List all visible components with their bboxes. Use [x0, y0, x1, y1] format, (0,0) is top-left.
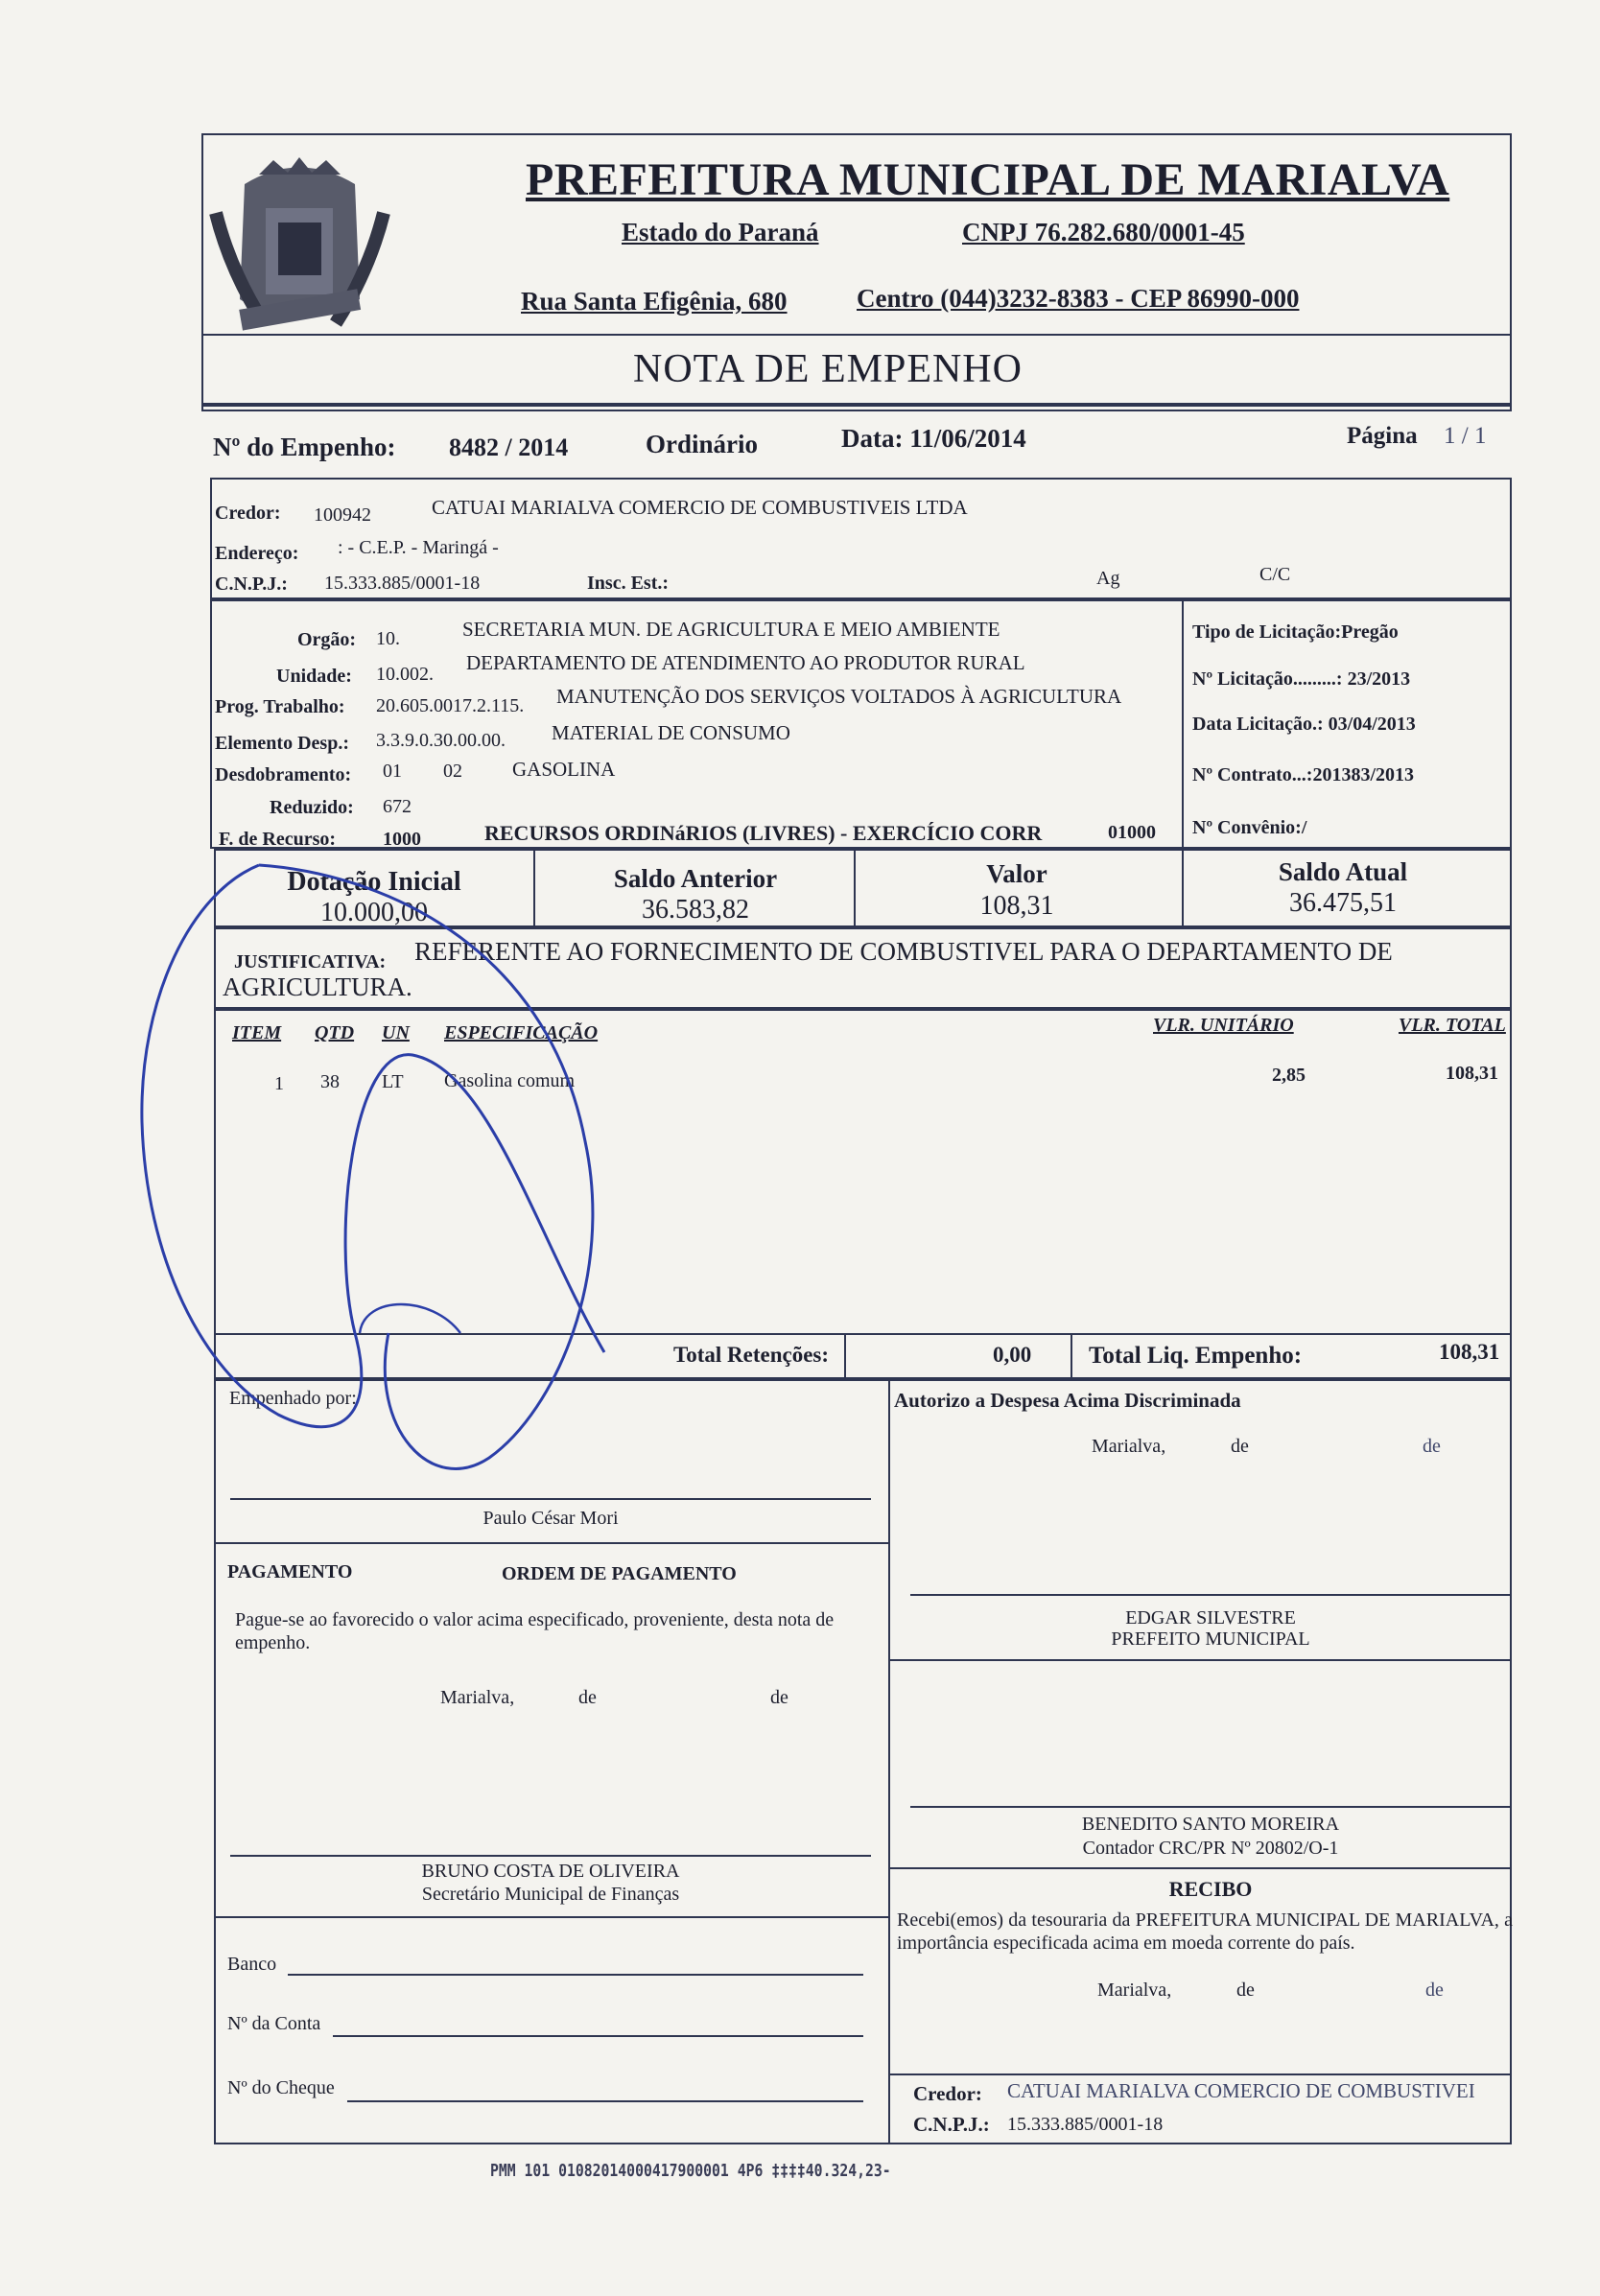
numero-licitacao: Nº Licitação.........: 23/2013	[1192, 668, 1411, 690]
valor-label: Valor	[986, 859, 1047, 888]
assinaturas-box	[214, 1379, 1512, 2144]
justificativa-label: JUSTIFICATIVA:	[234, 951, 387, 972]
elemento-desp-nome: MATERIAL DE CONSUMO	[552, 721, 790, 744]
saldo-anterior-value: 36.583,82	[642, 895, 749, 925]
col-qtd-header: QTD	[315, 1022, 355, 1043]
fonte-recurso-codigo: 1000	[383, 829, 421, 850]
saldo-atual-label: Saldo Atual	[1278, 857, 1408, 886]
coat-of-arms-icon	[206, 155, 393, 347]
endereco-label: Endereço:	[215, 543, 299, 564]
prog-trabalho-nome: MANUTENÇÃO DOS SERVIÇOS VOLTADOS À AGRICULTURA	[556, 685, 1122, 708]
recibo-cnpj: 15.333.885/0001-18	[1007, 2114, 1164, 2135]
cheque-label: Nº do Cheque	[227, 2077, 335, 2098]
row-total: 108,31	[1446, 1063, 1498, 1084]
col-un-header: UN	[382, 1022, 410, 1043]
cc-label: C/C	[1259, 564, 1291, 585]
row-un: LT	[382, 1071, 404, 1092]
empenho-tipo: Ordinário	[646, 430, 759, 458]
valor-value: 108,31	[979, 891, 1054, 921]
autorizo-marialva: Marialva,	[1092, 1436, 1166, 1457]
contador-cargo: Contador CRC/PR Nº 20802/O-1	[1082, 1838, 1339, 1859]
secretario-nome: BRUNO COSTA DE OLIVEIRA	[421, 1861, 680, 1882]
total-liquido-label: Total Liq. Empenho:	[1089, 1343, 1303, 1369]
recibo-de-2: de	[1425, 1980, 1444, 2001]
orgao-nome: SECRETARIA MUN. DE AGRICULTURA E MEIO AMBIENTE	[462, 618, 1000, 641]
orgao-label: Orgão:	[297, 629, 357, 650]
pagamento-de-1: de	[578, 1687, 597, 1708]
recibo-credor-label: Credor:	[913, 2082, 982, 2105]
footer-codigo: PMM 101 01082014000417900001 4P6 ‡‡‡‡40.324,23-	[490, 2161, 891, 2181]
row-unit: 2,85	[1272, 1065, 1306, 1086]
saldo-anterior-label: Saldo Anterior	[613, 864, 778, 893]
desdobramento-nome: GASOLINA	[512, 758, 616, 781]
row-qtd: 38	[320, 1071, 340, 1092]
dotacao-inicial-value: 10.000,00	[320, 898, 428, 927]
desdobramento-label: Desdobramento:	[215, 764, 352, 785]
prefeitura-title: PREFEITURA MUNICIPAL DE MARIALVA	[526, 154, 1450, 205]
row-item: 1	[274, 1073, 284, 1094]
empenhado-nome: Paulo César Mori	[482, 1508, 619, 1529]
document-title: NOTA DE EMPENHO	[633, 347, 1023, 391]
credor-cnpj: 15.333.885/0001-18	[324, 573, 481, 594]
unidade-nome: DEPARTAMENTO DE ATENDIMENTO AO PRODUTOR RURAL	[466, 651, 1025, 674]
fonte-recurso-numero: 01000	[1108, 822, 1156, 843]
elemento-desp-codigo: 3.3.9.0.30.00.00.	[376, 730, 506, 751]
total-retencoes-label: Total Retenções:	[673, 1343, 830, 1367]
autorizo-label: Autorizo a Despesa Acima Discriminada	[894, 1389, 1241, 1412]
endereco-prefeitura: Rua Santa Efigênia, 680	[521, 287, 788, 316]
pagamento-texto: Pague-se ao favorecido o valor acima especificado, proveniente, desta nota de empenho.	[235, 1609, 835, 1653]
col-item-header: ITEM	[232, 1022, 282, 1043]
numero-convenio: Nº Convênio:/	[1192, 817, 1307, 838]
elemento-desp-label: Elemento Desp.:	[215, 733, 349, 754]
saldo-atual-value: 36.475,51	[1289, 888, 1397, 918]
empenhado-por-label: Empenhado por:	[229, 1388, 357, 1409]
pagamento-label: PAGAMENTO	[227, 1561, 353, 1582]
recibo-cnpj-label: C.N.P.J.:	[913, 2113, 990, 2136]
reduzido-value: 672	[383, 796, 412, 817]
prefeito-cargo: PREFEITO MUNICIPAL	[1111, 1628, 1310, 1650]
recibo-credor-nome: CATUAI MARIALVA COMERCIO DE COMBUSTIVEI	[1007, 2079, 1475, 2102]
credor-nome: CATUAI MARIALVA COMERCIO DE COMBUSTIVEIS LTDA	[432, 496, 968, 519]
banco-label: Banco	[227, 1954, 277, 1975]
desdobramento-a: 01	[383, 761, 402, 782]
fonte-recurso-nome: RECURSOS ORDINáRIOS (LIVRES) - EXERCÍCIO CORR	[484, 821, 1043, 845]
credor-label: Credor:	[215, 503, 281, 524]
itens-box	[214, 1009, 1512, 1335]
recibo-texto: Recebi(emos) da tesouraria da PREFEITURA MUNICIPAL DE MARIALVA, a importância especificada acima em moeda corrente do país.	[897, 1909, 1513, 1954]
prog-trabalho-codigo: 20.605.0017.2.115.	[376, 695, 525, 716]
cnpj-label: C.N.P.J.:	[215, 574, 288, 595]
pagina-label: Página	[1347, 423, 1418, 449]
pagina-value: 1 / 1	[1444, 423, 1487, 449]
prog-trabalho-label: Prog. Trabalho:	[215, 696, 345, 717]
desdobramento-b: 02	[443, 761, 462, 782]
banco-field[interactable]	[288, 1974, 863, 1976]
dotacao-inicial-label: Dotação Inicial	[287, 867, 461, 897]
fonte-recurso-label: F. de Recurso:	[219, 829, 337, 850]
unidade-label: Unidade:	[276, 666, 352, 687]
col-total-header: VLR. TOTAL	[1399, 1015, 1506, 1036]
autorizo-de-2: de	[1423, 1436, 1441, 1457]
credor-codigo: 100942	[314, 504, 371, 526]
empenho-data: Data: 11/06/2014	[841, 424, 1026, 453]
conta-field[interactable]	[333, 2035, 863, 2037]
justificativa-texto: REFERENTE AO FORNECIMENTO DE COMBUSTIVEL PARA O DEPARTAMENTO DE	[414, 937, 1393, 966]
data-licitacao: Data Licitação.: 03/04/2013	[1192, 714, 1416, 735]
total-liquido-value: 108,31	[1439, 1340, 1500, 1364]
conta-label: Nº da Conta	[227, 2013, 321, 2034]
cheque-field[interactable]	[347, 2100, 863, 2102]
empenho-number-label: Nº do Empenho:	[213, 433, 396, 461]
empenho-number: 8482 / 2014	[449, 433, 569, 461]
justificativa-texto-2: AGRICULTURA.	[223, 972, 412, 1001]
pagamento-marialva: Marialva,	[440, 1687, 515, 1708]
contador-nome: BENEDITO SANTO MOREIRA	[1081, 1814, 1340, 1835]
col-unit-header: VLR. UNITÁRIO	[1153, 1015, 1294, 1036]
col-espec-header: ESPECIFICAÇÃO	[444, 1022, 599, 1043]
tipo-licitacao: Tipo de Licitação:Pregão	[1192, 621, 1399, 643]
ag-label: Ag	[1096, 568, 1120, 589]
numero-contrato: Nº Contrato...:201383/2013	[1192, 764, 1415, 785]
recibo-marialva: Marialva,	[1097, 1980, 1172, 2001]
recibo-de-1: de	[1236, 1980, 1255, 2001]
unidade-codigo: 10.002.	[376, 664, 434, 685]
cnpj-prefeitura: CNPJ 76.282.680/0001-45	[962, 218, 1245, 246]
pagamento-de-2: de	[770, 1687, 788, 1708]
estado-label: Estado do Paraná	[622, 218, 819, 246]
centro-telefone-cep: Centro (044)3232-8383 - CEP 86990-000	[857, 284, 1300, 313]
ordem-pagamento-label: ORDEM DE PAGAMENTO	[502, 1563, 737, 1584]
insc-est-label: Insc. Est.:	[587, 573, 670, 594]
credor-endereco: : - C.E.P. - Maringá -	[338, 537, 499, 558]
orgao-codigo: 10.	[376, 628, 400, 649]
total-retencoes-value: 0,00	[993, 1343, 1032, 1367]
autorizo-de-1: de	[1231, 1436, 1249, 1457]
prefeito-nome: EDGAR SILVESTRE	[1125, 1607, 1296, 1628]
row-espec: Gasolina comum	[444, 1070, 576, 1091]
recibo-label: RECIBO	[1168, 1877, 1253, 1901]
reduzido-label: Reduzido:	[270, 797, 354, 818]
secretario-cargo: Secretário Municipal de Finanças	[421, 1884, 680, 1905]
totais-box	[214, 1333, 1512, 1379]
